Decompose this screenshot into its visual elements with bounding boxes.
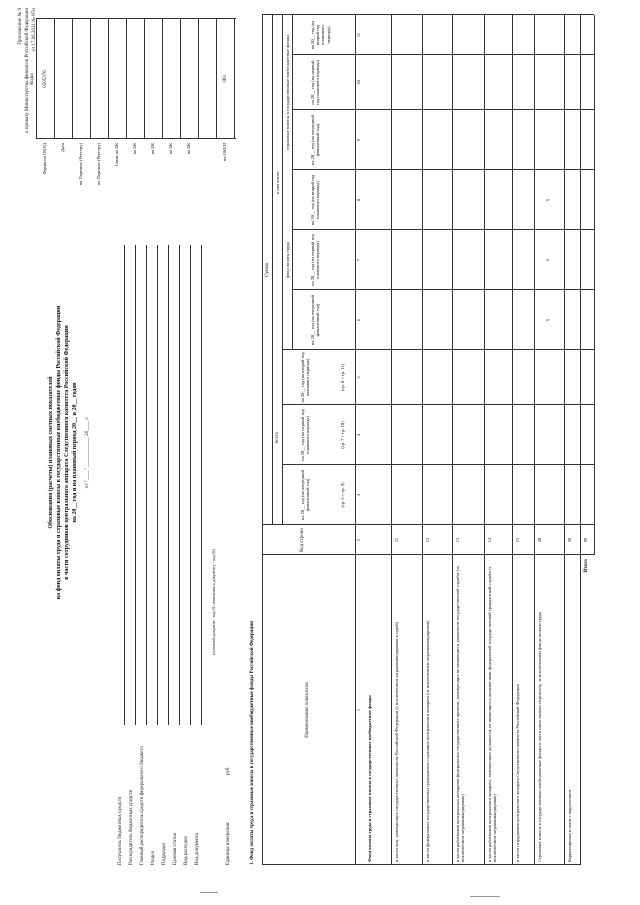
codes-row-label: по БК	[168, 143, 173, 155]
header-insurance: страховые взносы в государственные внебюджетные фонды	[285, 34, 290, 151]
table-row-code: 14	[487, 537, 492, 543]
codes-row-line	[198, 19, 199, 139]
codes-row-line	[72, 19, 73, 139]
table-row-line	[534, 15, 535, 865]
table-row-line	[512, 15, 513, 865]
scan-mark	[200, 892, 218, 893]
codes-row-line	[216, 19, 217, 139]
table-row-code: 20	[537, 537, 542, 543]
header-period-col: на 20__ год (на первый год планового периода)	[310, 60, 321, 105]
col-number: 2	[356, 538, 361, 542]
codes-header: Коды	[30, 73, 35, 85]
table-col-line	[262, 14, 594, 15]
codes-row-line	[180, 19, 181, 139]
field-label: Главный распорядитель средств федерального бюджета	[140, 746, 145, 865]
header-formula: (гр. 7 + гр. 10)	[340, 421, 345, 449]
col-number: 6	[356, 318, 361, 322]
codes-row-label: по ОКЕИ	[222, 143, 227, 162]
header-period-col: на 20__ год (на первый год планового периода)	[310, 234, 321, 286]
col-number: 3	[356, 493, 361, 497]
codes-row-line	[162, 19, 163, 139]
table-line	[292, 15, 293, 350]
field-underline	[146, 245, 147, 725]
not-applicable-mark: x	[546, 198, 551, 202]
field-label: Распорядитель бюджетных средств	[129, 789, 134, 865]
date-from-line: от "____" ____________ 20____ г.	[85, 416, 90, 489]
title-line-2: на фонд оплаты труда и страховые взносы в государственные внебюджетные фонды Российской Федерации	[56, 305, 62, 600]
header-sum: Сумма	[265, 262, 270, 278]
col-number: 4	[356, 433, 361, 437]
codes-row-value: 383	[223, 75, 228, 83]
title-line-3: в части сотрудников центрального аппарата Следственного комитета Российской Федерации	[64, 325, 70, 580]
col-number: 9	[356, 138, 361, 142]
field-underline	[168, 245, 169, 725]
field-label: Раздел	[151, 850, 156, 865]
col-number: 8	[356, 198, 361, 202]
codes-row-value: 0505376	[43, 70, 48, 88]
table-row-name: в части работников центральных аппаратов федеральных государственных органов, замещающих не являющиеся должности государственной службы (за исключением загранкомандировок)	[455, 566, 466, 862]
table-row-name: Фонд оплаты труда и страховые взносы в государственные внебюджетные фонды	[367, 695, 372, 862]
appendix-line-1: Приложение № 9	[18, 8, 23, 45]
table-col-line	[292, 109, 594, 110]
codes-row-line	[90, 19, 91, 139]
table-line	[282, 15, 283, 525]
table-line	[355, 15, 356, 865]
title-line-1: Обоснования (расчеты) плановых сметных показателей	[48, 376, 54, 529]
table-row-line	[452, 15, 453, 865]
table-row-code: 15	[515, 537, 520, 543]
doc-type-hint: (основной документ - код 01; изменения к документу - код 02)	[211, 549, 216, 655]
header-period-col: на 20__ год (на первый год планового периода)	[300, 409, 311, 461]
header-formula: (гр. 6 + гр. 9)	[340, 482, 345, 508]
field-underline	[124, 245, 125, 725]
col-number: 10	[356, 80, 361, 85]
header-code: Код строки	[300, 528, 305, 552]
codes-row-line	[144, 19, 145, 139]
table-row-line	[564, 15, 565, 865]
table-col-line	[282, 404, 594, 405]
codes-row-line	[126, 19, 127, 139]
field-underline	[201, 245, 202, 725]
codes-row-line	[108, 19, 109, 139]
table-col-line	[282, 464, 594, 465]
table-row-line	[422, 15, 423, 865]
field-underline	[190, 245, 191, 725]
codes-row-label: по БК	[132, 143, 137, 155]
not-applicable-mark: x	[546, 318, 551, 322]
codes-row-label: Форма по ОКУД	[42, 143, 47, 175]
field-label: Подраздел	[162, 842, 167, 865]
codes-row-label: по Перечню (Реестру)	[78, 143, 83, 186]
codes-row-label: Глава по БК	[114, 143, 119, 167]
table-row-name: Корректировка в связи с округлением	[567, 789, 572, 862]
title-line-4: на 20__ год и на плановый период 20__ и 20__ годов	[72, 382, 78, 523]
section-1-title: 1. Фонд оплаты труда и страховые взносы в государственные внебюджетные фонды Российской Федерации	[250, 621, 255, 865]
field-label: Получатель бюджетных средств	[118, 796, 123, 865]
appendix-line-2: к приказу Министерства финансов Российской Федерации	[25, 8, 30, 133]
table-row-line	[484, 15, 485, 865]
table-row-code: 13	[455, 537, 460, 543]
header-formula: (гр. 8 + гр. 11)	[340, 363, 345, 392]
header-period-col: на 20__ год (на второй год планового периода)	[310, 174, 321, 226]
col-number: 7	[356, 258, 361, 262]
table-row-line	[580, 15, 581, 865]
header-period-col: на 20__ год (на очередной финансовый год)	[310, 295, 321, 345]
field-underline	[135, 245, 136, 725]
table-col-line	[292, 54, 594, 55]
table-row-line	[594, 15, 595, 555]
codes-row-label: Дата	[60, 143, 65, 152]
table-line	[272, 15, 273, 525]
header-name: Наименование показателя	[305, 682, 310, 738]
field-label: Вид расходов	[184, 836, 189, 865]
field-label: Вид документа	[195, 832, 200, 865]
total-label: Итого	[584, 559, 589, 573]
table-row-line	[391, 15, 392, 865]
appendix-line-3: от 17.06.2021 № 87н	[32, 8, 37, 52]
table-row-name: в части лиц, замещающих государственные должности Российской Федерации (с исключением загранкомандировок и судей)	[394, 621, 399, 862]
table-row-code: 12	[425, 537, 430, 543]
total-code: 99	[583, 537, 588, 543]
header-period-col: на 20__ год (на очередной финансовый год)	[310, 115, 321, 165]
header-period-col: на 20__ год (на второй год планового периода)	[300, 352, 311, 403]
table-row-code: 11	[394, 537, 399, 543]
field-underline	[179, 245, 180, 725]
header-payroll: фонд оплаты труда	[285, 241, 290, 279]
header-period-col: на 20__ год (на очередной финансовый год)	[300, 470, 311, 520]
units-label: Единица измерения:	[226, 821, 231, 865]
codes-row-label: по БК	[186, 143, 191, 155]
codes-row-label: по Перечню (Реестру)	[96, 143, 101, 186]
table-row-name: Страховые взносы в государственные внебюджетные фонды в части иных выплат персоналу, за исключением фонда оплаты труда	[537, 611, 542, 862]
not-applicable-mark: x	[546, 258, 551, 262]
col-number: 1	[356, 708, 361, 712]
codes-row-line	[54, 19, 55, 139]
header-period-col: на 20__ год (на второй год планового периода)	[310, 20, 331, 50]
table-row-name: в части федеральных государственных гражданских служащих центрального аппарата (за исключением загранкомандировок)	[425, 620, 430, 862]
col-number: 11	[356, 32, 361, 38]
table-border-top	[262, 15, 263, 865]
codes-row-line	[234, 19, 235, 139]
units-value: руб	[226, 767, 231, 775]
header-total: всего	[275, 431, 280, 444]
codes-row-label: по БК	[150, 143, 155, 155]
field-label: Целевая статья	[173, 833, 178, 865]
table-row-code: 30	[567, 537, 572, 543]
scan-mark	[470, 896, 500, 897]
field-underline	[157, 245, 158, 725]
col-number: 5	[356, 376, 361, 379]
header-including: в том числе:	[275, 170, 280, 195]
table-row-name: в части работников центрального аппарата, замещающих должности, не являющиеся должностями федеральной государственной гражданской службы (с исключением загранкомандировок)	[487, 566, 498, 862]
table-row-name: в части сотрудников центрального аппарата Следственного комитета Российской Федерации	[515, 684, 520, 862]
